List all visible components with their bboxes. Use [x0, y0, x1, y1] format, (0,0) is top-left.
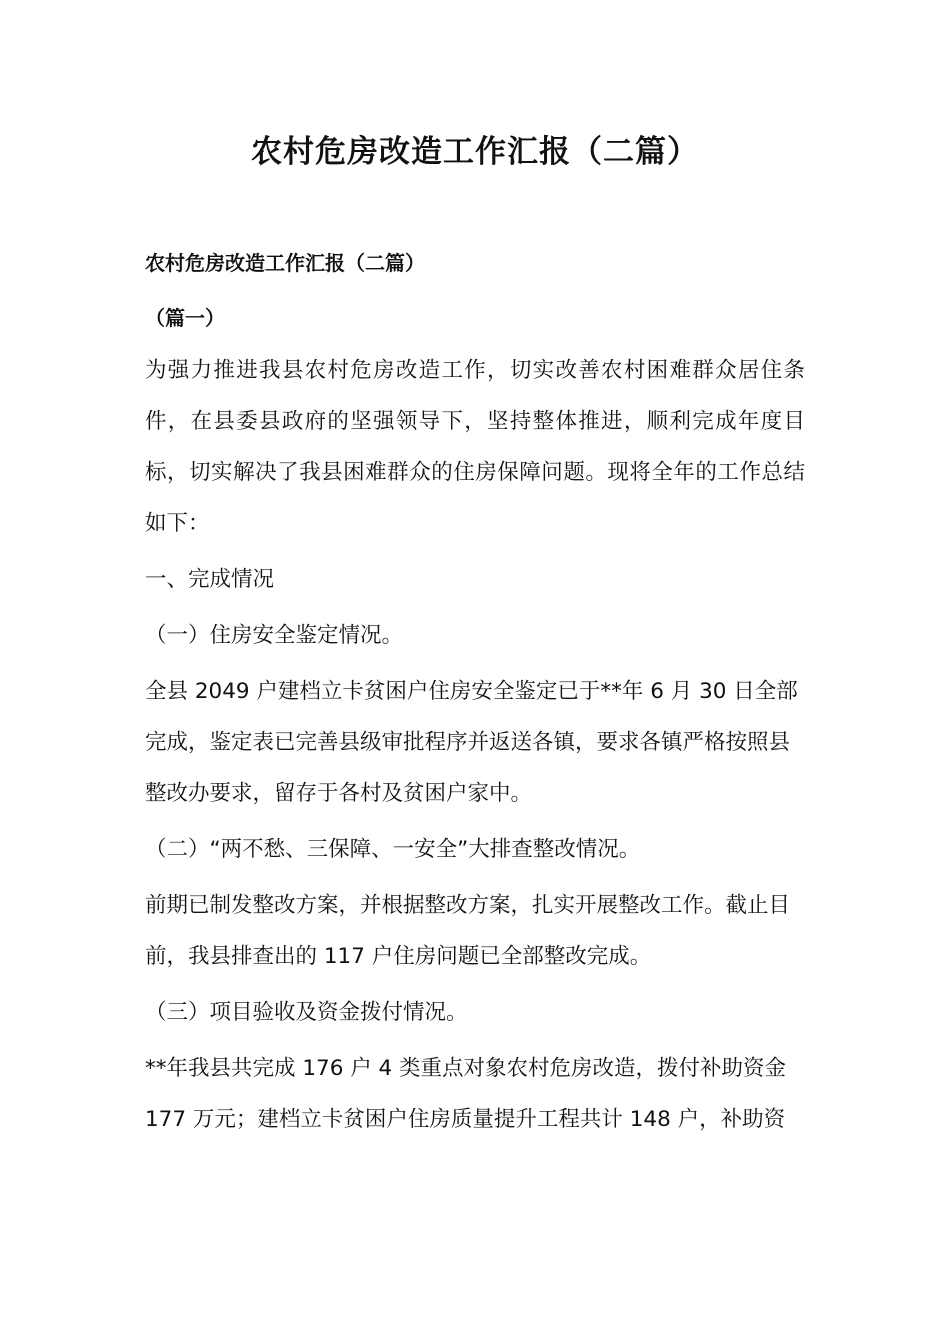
subsection-heading-safety-appraisal: （一）住房安全鉴定情况。 [145, 623, 404, 648]
subsection-heading-investigation: （二）“两不愁、三保障、一安全”大排查整改情况。 [145, 837, 641, 862]
paragraph-intro: 为强力推进我县农村危房改造工作，切实改善农村困难群众居住条件，在县委县政府的坚强领导下，坚持整体推进，顺利完成年度目标，切实解决了我县困难群众的住房保障问题。现将全年的工作总结如下： [145, 358, 805, 536]
paragraph-investigation: 前期已制发整改方案，并根据整改方案，扎实开展整改工作。截止目前，我县排查出的 117 户住房问题已全部整改完成。 [145, 893, 791, 969]
part-label: （篇一） [145, 306, 225, 330]
paragraph-acceptance-funds: **年我县共完成 176 户 4 类重点对象农村危房改造，拨付补助资金 177 万元；建档立卡贫困户住房质量提升工程共计 148 户，补助资 [145, 1056, 787, 1132]
document-body [145, 244, 805, 1145]
section-heading-completion: 一、完成情况 [145, 567, 275, 592]
paragraph-safety-appraisal: 全县 2049 户建档立卡贫困户住房安全鉴定已于**年 6 月 30 日全部完成，鉴定表已完善县级审批程序并返送各镇，要求各镇严格按照县整改办要求，留存于各村及贫困户家中。 [145, 679, 798, 806]
document-title: 农村危房改造工作汇报（二篇） [251, 134, 699, 170]
subsection-heading-acceptance-funds: （三）项目验收及资金拨付情况。 [145, 1000, 468, 1025]
document-subtitle: 农村危房改造工作汇报（二篇） [145, 251, 425, 275]
